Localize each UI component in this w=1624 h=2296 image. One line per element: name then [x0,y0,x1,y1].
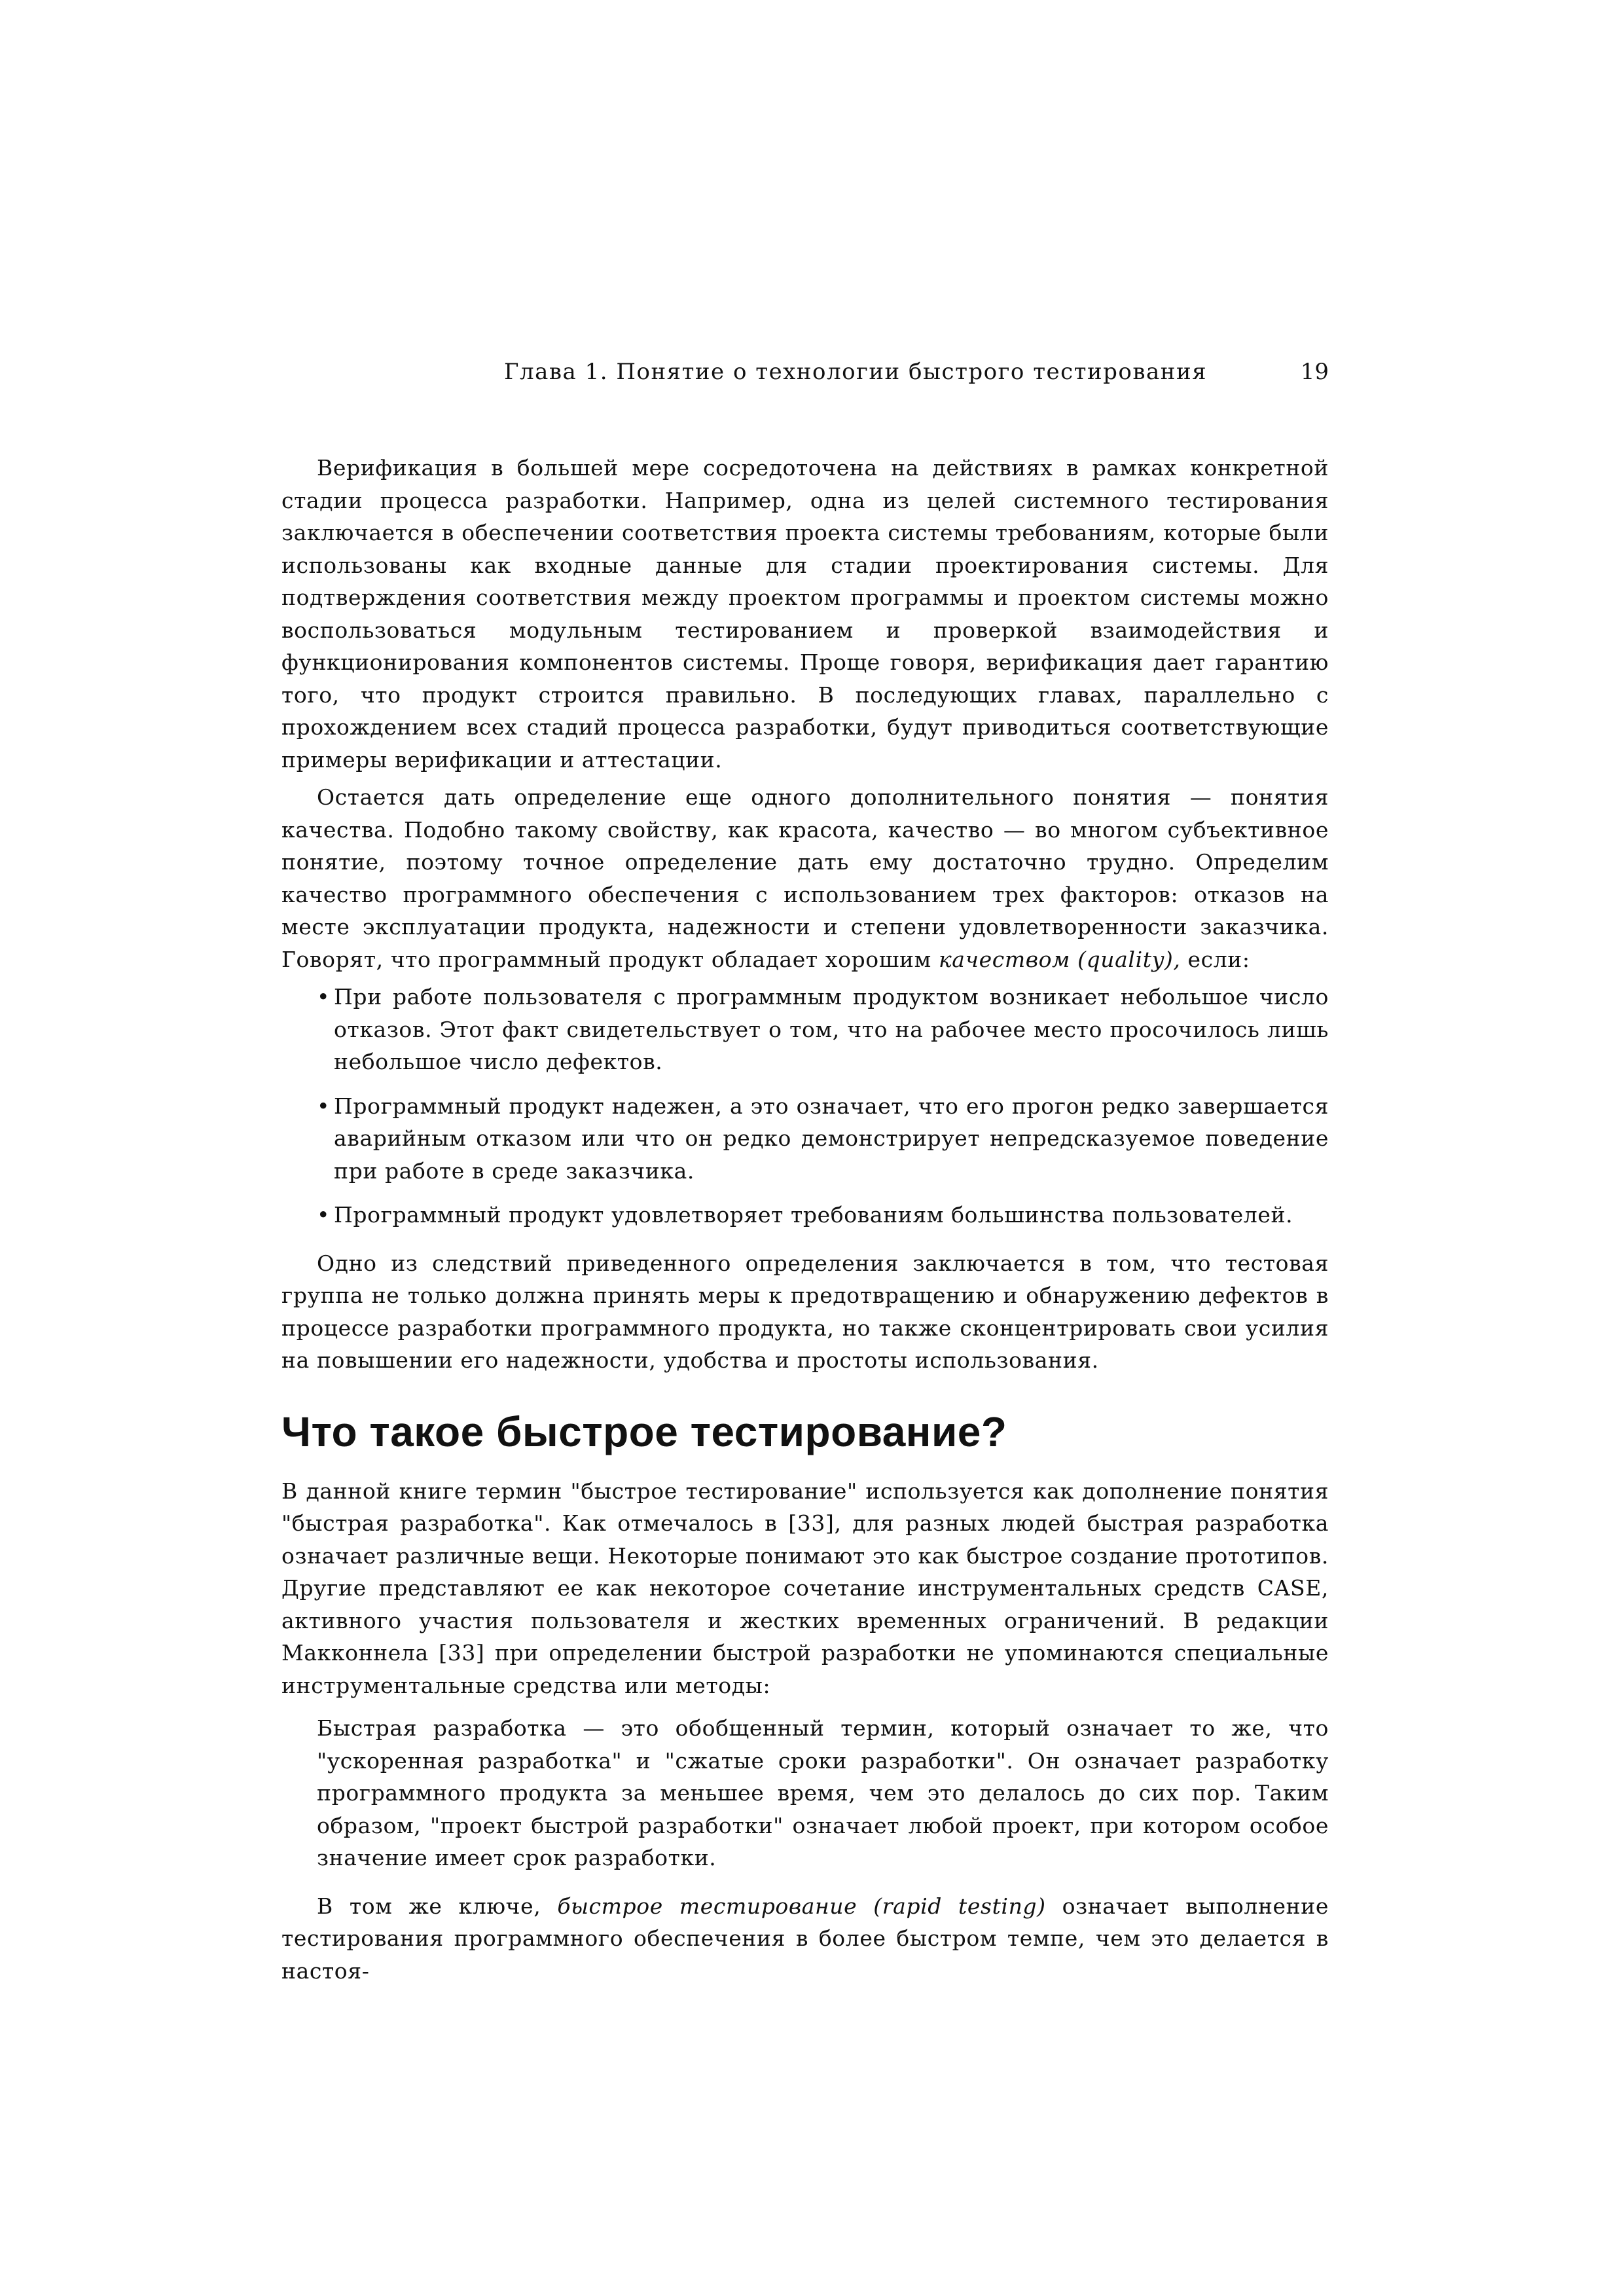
paragraph-rapid-text-end: означает выполнение тестирования программного обеспечения в более быстром темпе, чем это делается в настоя- [281,1893,1329,1984]
paragraph-verification: Верификация в большей мере сосредоточена на действиях в рамках конкретной стадии процесса разработки. Например, одна из целей системного тестирования заключается в обеспечении соответствия проекта системы требованиям, которые были использованы как входные данные для стадии проектирования системы. Для подтверждения соответствия между проектом программы и проектом системы можно воспользоваться модульным тестированием и проверкой взаимодействия и функционирования компонентов системы. Проще говоря, верификация дает гарантию того, что продукт строится правильно. В последующих главах, параллельно с прохождением всех стадий процесса разработки, будут приводиться соответствующие примеры верификации и аттестации. [281,455,1329,773]
list-item-text: При работе пользователя с программным продуктом возникает небольшое число отказов. Этот факт свидетельствует о том, что на рабочее место просочилось лишь небольшое число дефектов. [334,984,1329,1074]
list-item [281,1199,1329,1231]
term-quality: качеством (quality), [938,946,1181,972]
section-heading: Что такое быстрое тестирование? [281,1408,1007,1455]
term-rapid-testing: быстрое тестирование (rapid testing) [557,1893,1046,1919]
paragraph-quality-text-start: Остается дать определение еще одного дополнительного понятия — понятия качества. Подобно такому свойству, как красота, качество — во многом субъективное понятие, поэтому точное определение дать ему достаточно трудно. Определим качество программного обеспечения с использованием трех факторов: отказов на месте эксплуатации продукта, надежности и степени удовлетворенности заказчика. Говорят, что программный продукт обладает хорошим [281,784,1329,972]
list-item [281,1090,1329,1188]
paragraph-rapid-testing-intro: В данной книге термин "быстрое тестирование" используется как дополнение понятия "быстрая разработка". Как отмечалось в [33], для разных людей быстрая разработка означает различные вещи. Некоторые понимают это как быстрое создание прототипов. Другие представляют ее как некоторое сочетание инструментальных средств CASE, активного участия пользователя и жестких временных ограничений. В редакции Макконнела [33] при определении быстрой разработки не упоминаются специальные инструментальные средства или методы: [281,1478,1329,1698]
page-number: 19 [1300,359,1329,385]
list-item-text: Программный продукт удовлетворяет требованиям большинства пользователей. [334,1202,1293,1228]
page-content [281,452,1329,1987]
list-item-text: Программный продукт надежен, а это означает, что его прогон редко завершается аварийным отказом или что он редко демонстрирует непредсказуемое поведение при работе в среде заказчика. [334,1093,1329,1184]
running-title: Глава 1. Понятие о технологии быстрого тестирования [504,359,1208,385]
paragraph-rapid-testing-definition [281,1890,1329,1988]
page-header [281,359,1329,398]
paragraph-rapid-text-start: В том же ключе, [317,1893,558,1919]
paragraph-quality-text-end: если: [1180,946,1250,972]
list-item [281,981,1329,1078]
bullet-icon: • [317,1202,331,1228]
bullet-icon: • [317,1093,331,1119]
quotation-block: Быстрая разработка — это обобщенный термин, который означает то же, что "ускоренная разработка" и "сжатые сроки разработки". Он означает разработку программного продукта за меньшее время, чем это делалось до сих пор. Таким образом, "проект быстрой разработки" означает любой проект, при котором особое значение имеет срок разработки. [317,1715,1329,1870]
quality-criteria-list [281,981,1329,1231]
paragraph-quality-definition [281,781,1329,975]
bullet-icon: • [317,984,331,1010]
paragraph-consequence: Одно из следствий приведенного определения заключается в том, что тестовая группа не только должна принять меры к предотвращению и обнаружению дефектов в процессе разработки программного продукта, но также сконцентрировать свои усилия на повышении его надежности, удобства и простоты использования. [281,1250,1329,1373]
